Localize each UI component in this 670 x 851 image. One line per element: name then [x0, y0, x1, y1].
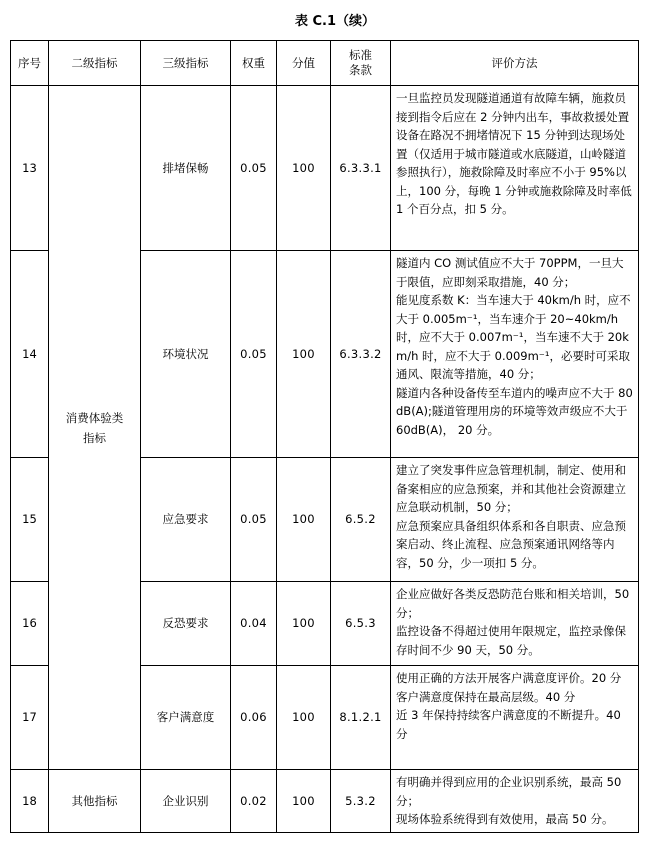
method-line: 现场体验系统得到有效使用，最高 50 分。: [396, 812, 614, 826]
group-label: 消费体验类指标: [65, 410, 124, 445]
cell-score: 100: [277, 251, 331, 458]
cell-method: [391, 770, 639, 833]
cell-seq: 13: [11, 86, 49, 251]
cell-score: 100: [277, 770, 331, 833]
cell-clause: 6.5.3: [331, 582, 391, 666]
cell-method: [391, 582, 639, 666]
header-weight: 权重: [231, 41, 277, 86]
cell-score: 100: [277, 582, 331, 666]
cell-clause: 6.5.2: [331, 458, 391, 582]
header-standard-line1: 标准: [349, 48, 372, 62]
header-level2: 二级指标: [49, 41, 141, 86]
header-level3: 三级指标: [141, 41, 231, 86]
method-line: 应急预案应具备组织体系和各自职责、应急预案启动、终止流程、应急预案通讯网络等内容，50 分，少一项扣 5 分。: [396, 518, 626, 570]
method-line: 隧道内 CO 测试值应不大于 70PPM，一旦大于限值，应即刻采取措施，40 分；: [396, 256, 624, 289]
header-row: [11, 41, 639, 86]
method-line: 企业应做好各类反恐防范台账和相关培训，50 分；: [396, 587, 630, 620]
cell-weight: 0.05: [231, 251, 277, 458]
header-method: 评价方法: [391, 41, 639, 86]
cell-clause: 8.1.2.1: [331, 666, 391, 770]
method-line: 监控设备不得超过使用年限规定，监控录像保存时间不少 90 天，50 分。: [396, 624, 626, 657]
method-line: 建立了突发事件应急管理机制，制定、使用和备案相应的应急预案，并和其他社会资源建立应急联动机制，50 分；: [396, 463, 626, 514]
method-line: 近 3 年保持持续客户满意度的不断提升。40 分: [396, 708, 621, 741]
cell-score: 100: [277, 458, 331, 582]
cell-indicator: 企业识别: [141, 770, 231, 833]
cell-weight: 0.06: [231, 666, 277, 770]
header-standard: [331, 41, 391, 86]
method-line: 隧道内各种设备传至车道内的噪声应不大于 80dB(A);隧道管理用房的环境等效声级应不大于 60dB(A)， 20 分。: [396, 385, 633, 437]
header-score: 分值: [277, 41, 331, 86]
table-row: [11, 86, 639, 251]
cell-weight: 0.05: [231, 86, 277, 251]
cell-method: [391, 666, 639, 770]
method-line: 客户满意度保持在最高层级。40 分: [396, 689, 576, 704]
table-caption: 表 C.1（续）: [294, 14, 376, 29]
method-line: 有明确并得到应用的企业识别系统，最高 50 分；: [396, 775, 622, 808]
cell-method: [391, 458, 639, 582]
table-row: [11, 770, 639, 833]
method-line: 一旦监控员发现隧道通道有故障车辆，施救员接到指令后应在 2 分钟内出车，事故救援处置设备在路况不拥堵情况下 15 分钟到达现场处置（仅适用于城市隧道或水底隧道，山岭隧道参照执行），施救除障及时率应不小于 95%以上，100 分，每晚 1 分钟或施救除障及时率低 1 个百分点，扣 5 分。: [396, 91, 632, 216]
method-line: 使用正确的方法开展客户满意度评价。20 分: [396, 671, 622, 685]
evaluation-table: [10, 40, 639, 833]
cell-score: 100: [277, 86, 331, 251]
cell-clause: 5.3.2: [331, 770, 391, 833]
cell-indicator: 环境状况: [141, 251, 231, 458]
cell-clause: 6.3.3.2: [331, 251, 391, 458]
cell-seq: 15: [11, 458, 49, 582]
cell-method: [391, 251, 639, 458]
cell-score: 100: [277, 666, 331, 770]
cell-group-consumer-experience: [49, 86, 141, 770]
method-line: 能见度系数 K：当车速大于 40km/h 时，应不大于 0.005m⁻¹，当车速介于 20~40km/h 时，应不大于 0.007m⁻¹，当车速不大于 20km/h 时，应不大于 0.009m⁻¹，必要时可采取通风、限流等措施，40 分；: [396, 293, 631, 381]
cell-weight: 0.04: [231, 582, 277, 666]
header-seq: 序号: [11, 41, 49, 86]
cell-seq: 14: [11, 251, 49, 458]
cell-seq: 18: [11, 770, 49, 833]
cell-weight: 0.02: [231, 770, 277, 833]
cell-indicator: 反恐要求: [141, 582, 231, 666]
cell-group-other: 其他指标: [49, 770, 141, 833]
cell-seq: 17: [11, 666, 49, 770]
cell-indicator: 排堵保畅: [141, 86, 231, 251]
header-standard-line2: 条款: [349, 63, 372, 77]
cell-weight: 0.05: [231, 458, 277, 582]
cell-indicator: 应急要求: [141, 458, 231, 582]
cell-clause: 6.3.3.1: [331, 86, 391, 251]
cell-seq: 16: [11, 582, 49, 666]
cell-indicator: 客户满意度: [141, 666, 231, 770]
cell-method: [391, 86, 639, 251]
